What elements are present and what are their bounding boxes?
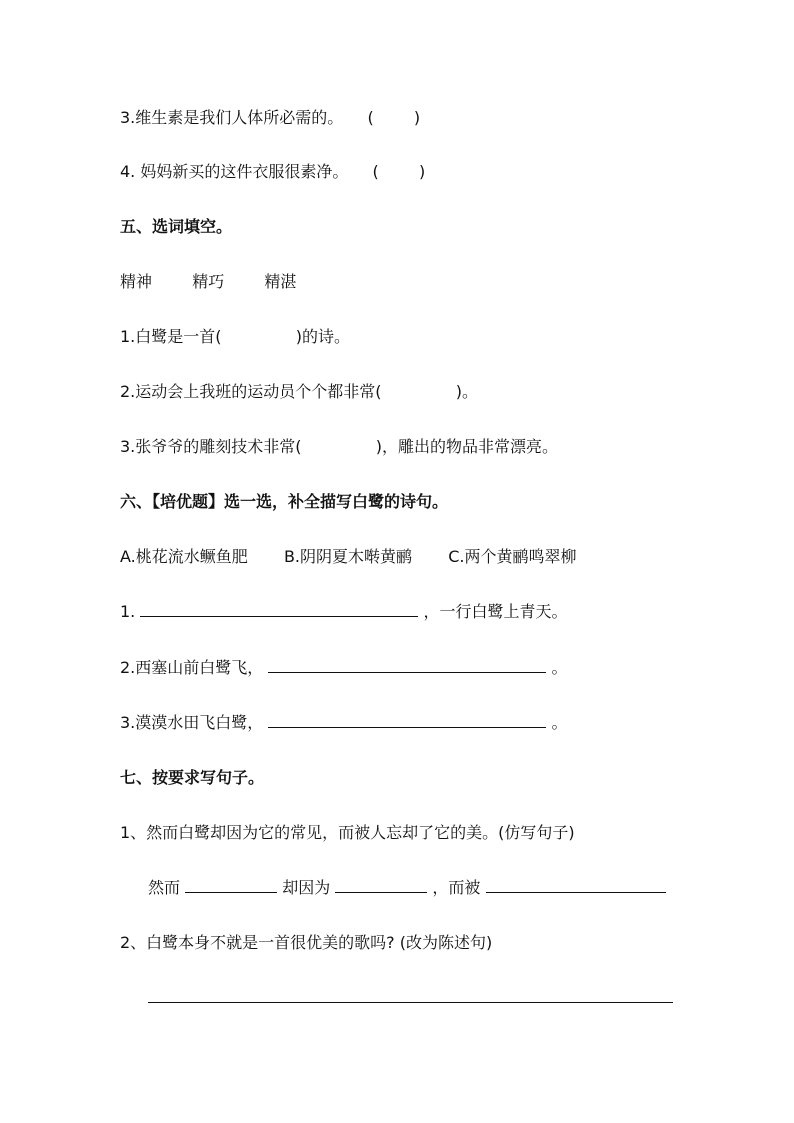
question-text-after: 。 [551, 713, 568, 732]
imitation-sentence [148, 876, 666, 900]
question-6-1 [120, 600, 567, 624]
question-text-after: )，雕出的物品非常漂亮。 [375, 437, 558, 456]
answer-paren-open: ( [367, 108, 374, 127]
question-4-3 [120, 106, 420, 130]
word-option: 精湛 [264, 272, 297, 291]
answer-blank[interactable] [185, 876, 277, 893]
section-heading-7: 七、按要求写句子。 [120, 768, 265, 787]
answer-blank[interactable] [268, 711, 546, 728]
answer-blank[interactable] [486, 876, 666, 893]
option-b: B.阴阴夏木啭黄鹂 [283, 547, 413, 566]
question-text: 4. 妈妈新买的这件衣服很素净。 [120, 162, 349, 181]
prompt-part-3: ，而被 [432, 878, 481, 897]
question-text-after: )。 [455, 382, 478, 401]
section-heading-6: 六、【培优题】选一选，补全描写白鹭的诗句。 [120, 492, 449, 511]
word-bank [120, 270, 296, 294]
answer-blank[interactable] [335, 876, 427, 893]
question-5-2 [120, 380, 478, 404]
question-6-2 [120, 656, 567, 680]
question-text-before: 1.白鹭是一首( [120, 327, 222, 346]
question-text-after: )的诗。 [295, 327, 350, 346]
option-c: C.两个黄鹂鸣翠柳 [448, 547, 577, 566]
word-option: 精神 [120, 272, 153, 291]
prompt-part-2: 却因为 [282, 878, 331, 897]
question-4-4 [120, 160, 425, 184]
question-7-2: 2、白鹭本身不就是一首很优美的歌吗? (改为陈述句) [120, 933, 493, 952]
answer-paren-close: ) [413, 108, 421, 127]
question-5-3 [120, 435, 558, 459]
option-a: A.桃花流水鳜鱼肥 [120, 547, 248, 566]
prompt-part-1: 然而 [148, 878, 181, 897]
answer-line[interactable] [148, 1002, 673, 1003]
question-text-after: ，一行白鹭上青天。 [423, 602, 568, 621]
answer-paren-open: ( [372, 162, 379, 181]
answer-blank[interactable] [268, 656, 546, 673]
answer-paren-close: ) [418, 162, 426, 181]
section-heading-5: 五、选词填空。 [120, 217, 233, 236]
word-option: 精巧 [192, 272, 225, 291]
question-7-1: 1、然而白鹭却因为它的常见，而被人忘却了它的美。(仿写句子) [120, 823, 575, 842]
question-6-3 [120, 711, 567, 735]
question-text-before: 2.西塞山前白鹭飞， [120, 658, 264, 677]
answer-blank[interactable] [140, 600, 418, 617]
question-text-after: 。 [551, 658, 568, 677]
question-text-before: 3.张爷爷的雕刻技术非常( [120, 437, 302, 456]
question-text: 3.维生素是我们人体所必需的。 [120, 108, 344, 127]
question-5-1 [120, 325, 350, 349]
question-text-before: 1. [120, 602, 136, 621]
question-text-before: 2.运动会上我班的运动员个个都非常( [120, 382, 382, 401]
question-text-before: 3.漠漠水田飞白鹭， [120, 713, 264, 732]
options-row [120, 545, 576, 569]
